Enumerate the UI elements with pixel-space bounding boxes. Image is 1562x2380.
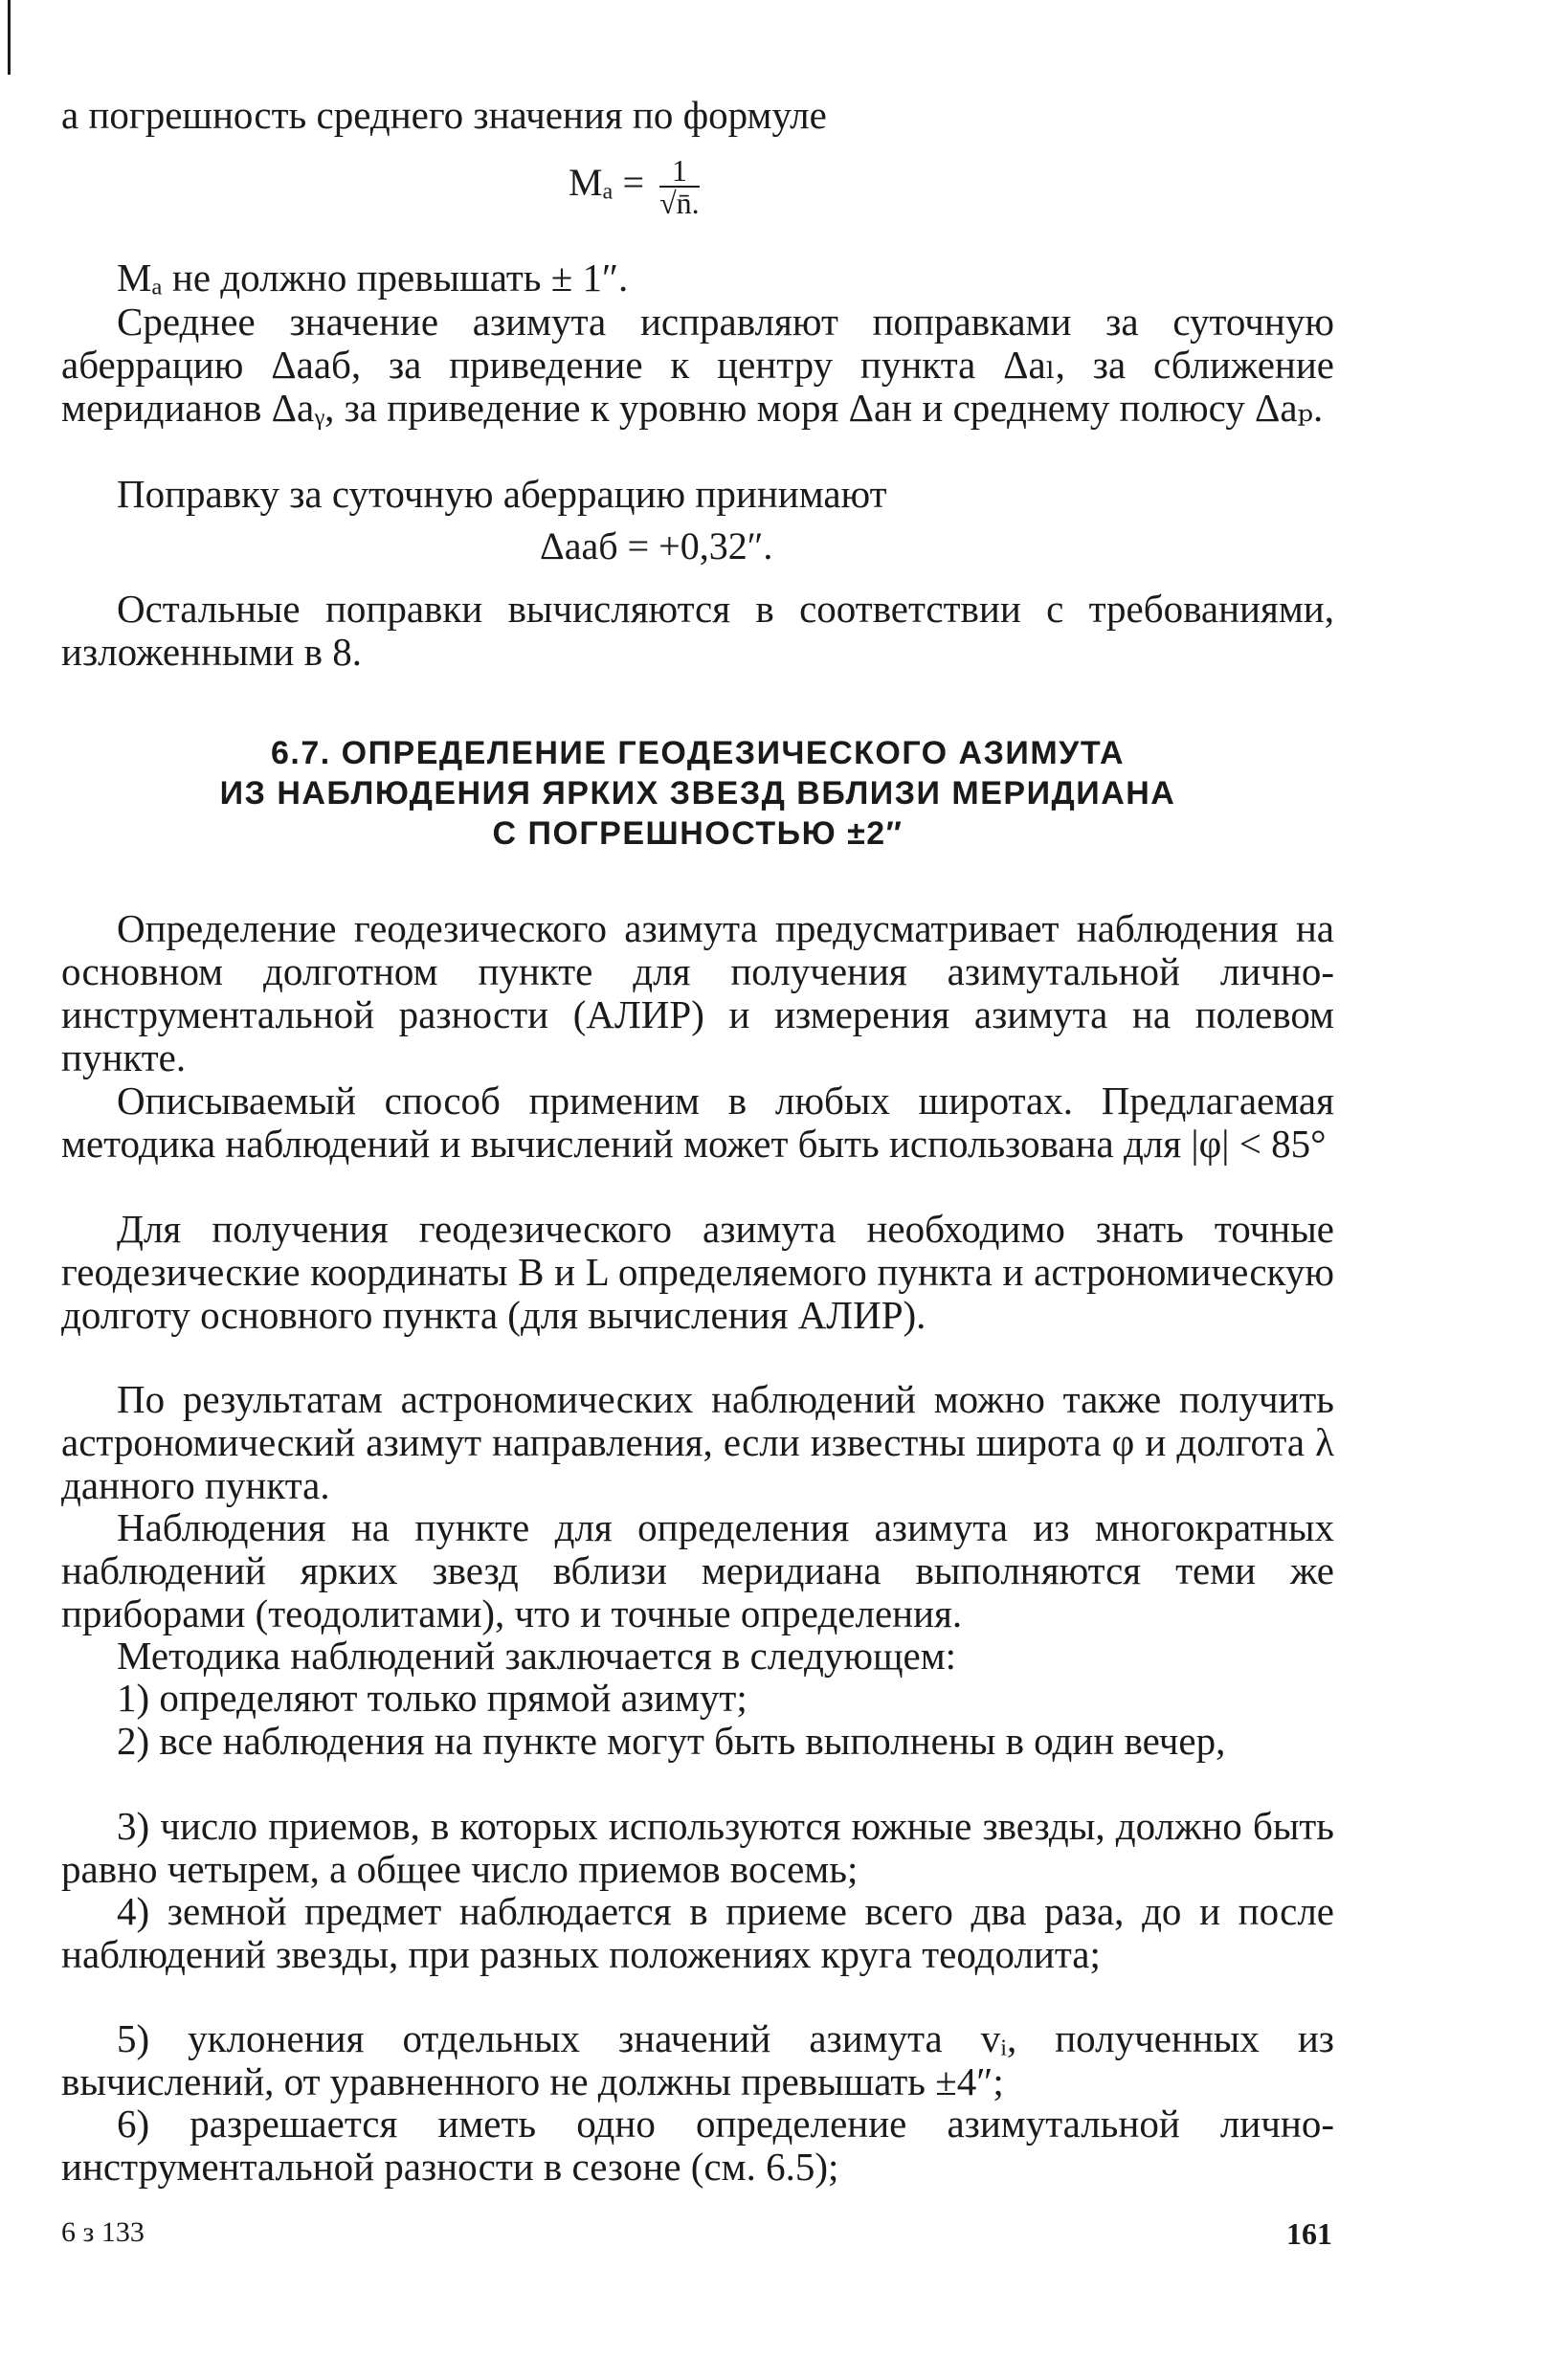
formula-denominator: √n̄. bbox=[659, 186, 700, 220]
limit-line: Mₐ не должно превышать ± 1″. bbox=[117, 256, 629, 300]
formula-aberration: Δaаб = +0,32″. bbox=[540, 524, 773, 567]
paragraph-astronomic-azimuth: По результатам астрономических наблюдений можно также получить астрономический азимут направления, если известны широта φ и долгота λ данного пункта. bbox=[61, 1377, 1334, 1507]
heading-line-3: С ПОГРЕШНОСТЬЮ ±2″ bbox=[492, 815, 904, 852]
formula-fraction bbox=[659, 155, 700, 218]
list-item-4: 4) земной предмет наблюдается в приеме всего два раза, до и после наблюдений звезды, при разных положениях круга теодолита; bbox=[61, 1889, 1334, 1976]
paragraph-other-corrections: Остальные поправки вычисляются в соответствии с требованиями, изложенными в 8. bbox=[61, 587, 1334, 674]
scan-edge-line bbox=[8, 0, 11, 75]
footer-signature: 6 з 133 bbox=[61, 2216, 145, 2248]
formula-mean-error bbox=[569, 155, 700, 218]
intro-line: а погрешность среднего значения по формуле bbox=[61, 93, 827, 137]
paragraph-method-scope: Описываемый способ применим в любых широтах. Предлагаемая методика наблюдений и вычислений может быть использована для |φ| < 85° bbox=[61, 1079, 1334, 1166]
heading-line-2: ИЗ НАБЛЮДЕНИЯ ЯРКИХ ЗВЕЗД ВБЛИЗИ МЕРИДИАНА bbox=[219, 775, 1176, 812]
paragraph-aberration: Поправку за суточную аберрацию принимают bbox=[117, 472, 887, 516]
formula-lhs: Mₐ = bbox=[569, 161, 645, 205]
heading-line-1: 6.7. ОПРЕДЕЛЕНИЕ ГЕОДЕЗИЧЕСКОГО АЗИМУТА bbox=[270, 735, 1125, 771]
list-item-1: 1) определяют только прямой азимут; bbox=[117, 1676, 748, 1720]
section-heading bbox=[61, 733, 1334, 854]
list-item-2: 2) все наблюдения на пункте могут быть выполнены в один вечер, bbox=[117, 1719, 1226, 1763]
paragraph-method-intro: Методика наблюдений заключается в следующем: bbox=[117, 1634, 957, 1678]
paragraph-corrections: Среднее значение азимута исправляют поправками за суточную аберрацию Δaаб, за приведение к центру пункта Δaₗ, за сближение меридианов Δaᵧ, за приведение к уровню моря Δaн и среднему полюсу Δaₚ. bbox=[61, 300, 1334, 430]
paragraph-definition: Определение геодезического азимута предусматривает наблюдения на основном долготном пункте для получения азимутальной лично-инструментальной разности (АЛИР) и измерения азимута на полевом пункте. bbox=[61, 906, 1334, 1079]
paragraph-requirements: Для получения геодезического азимута необходимо знать точные геодезические координаты B и L определяемого пункта и астрономическую долготу основного пункта (для вычисления АЛИР). bbox=[61, 1207, 1334, 1337]
list-item-3: 3) число приемов, в которых используются южные звезды, должно быть равно четырем, а общее число приемов восемь; bbox=[61, 1804, 1334, 1891]
paragraph-observations: Наблюдения на пункте для определения азимута из многократных наблюдений ярких звезд вблизи меридиана выполняются теми же приборами (теодолитами), что и точные определения. bbox=[61, 1505, 1334, 1635]
list-item-6: 6) разрешается иметь одно определение азимутальной лично-инструментальной разности в сезоне (см. 6.5); bbox=[61, 2102, 1334, 2189]
formula-numerator: 1 bbox=[659, 155, 700, 188]
page-number: 161 bbox=[1286, 2216, 1332, 2251]
list-item-5: 5) уклонения отдельных значений азимута vᵢ, полученных из вычислений, от уравненного не должны превышать ±4″; bbox=[61, 2016, 1334, 2103]
